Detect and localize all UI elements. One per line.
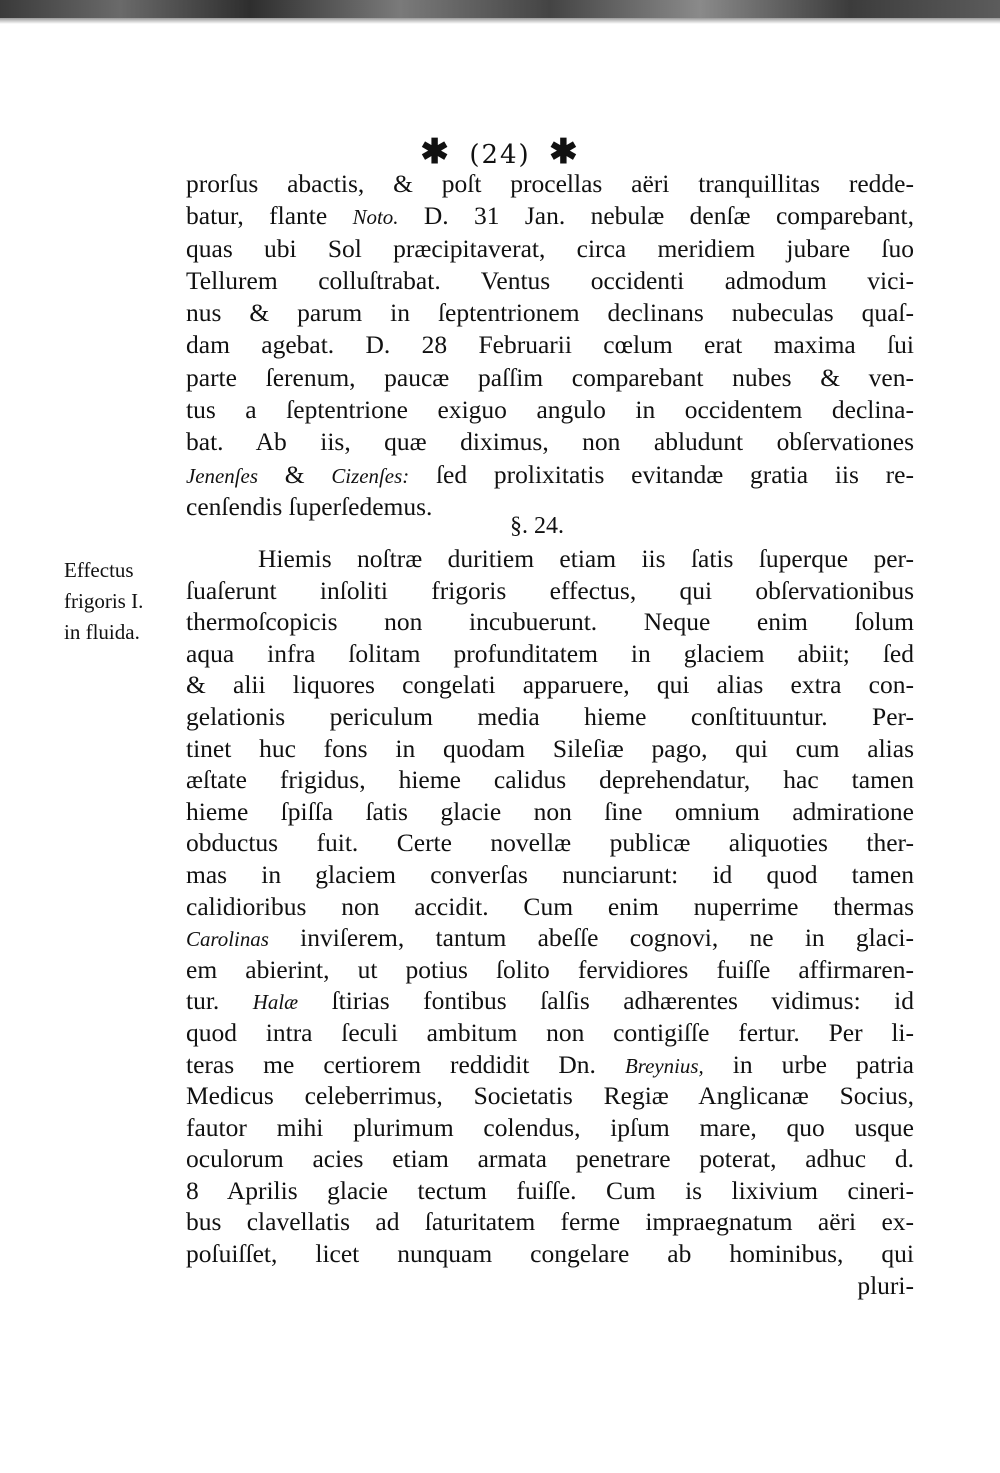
- text-line: [186, 1017, 914, 1049]
- text-segment: quas ubi Sol præcipitaverat, circa meridiem jubare ſuo: [186, 233, 914, 263]
- text-line: [186, 1175, 914, 1207]
- text-segment: nus & parum in ſeptentrionem declinans nubeculas quaſ-: [186, 298, 914, 328]
- italic-name: Jenenſes: [186, 463, 258, 488]
- text-segment: parte ſerenum, paucæ paſſim comparebant nubes & ven-: [186, 362, 914, 392]
- text-segment: bat. Ab iis, quæ diximus, non abludunt obſervationes: [186, 427, 914, 457]
- catchword: pluri-: [857, 1270, 914, 1300]
- text-line: [186, 1238, 914, 1270]
- margin-note-line: Effectus: [64, 558, 134, 582]
- text-line: [186, 764, 914, 796]
- text-line: [186, 394, 914, 426]
- italic-name: Breynius,: [624, 1053, 704, 1078]
- text-segment: in urbe patria: [703, 1049, 914, 1079]
- text-segment: cenſendis ſuperſedemus.: [186, 491, 433, 521]
- italic-name: Cizenſes:: [331, 463, 410, 488]
- page-number: (24): [469, 140, 531, 170]
- margin-note: [64, 555, 184, 648]
- text-segment: Medicus celeberrimus, Societatis Regiæ Anglicanæ Socius,: [186, 1081, 914, 1111]
- text-segment: gelationis periculum media hieme conſtituuntur. Per-: [186, 701, 914, 731]
- text-segment: obductus fuit. Certe novellæ publicæ aliquoties ther-: [186, 828, 914, 858]
- text-line: [186, 1143, 914, 1175]
- text-line: [186, 459, 914, 491]
- scan-top-edge: [0, 0, 1000, 18]
- text-line: [186, 426, 914, 458]
- text-segment: batur, flante: [186, 201, 353, 231]
- text-line: [186, 827, 914, 859]
- text-line: [186, 638, 914, 670]
- text-line: [186, 233, 914, 265]
- text-line: [186, 1206, 914, 1238]
- text-segment: Tellurem colluſtrabat. Ventus occidenti admodum vici-: [186, 265, 914, 295]
- text-segment: bus clavellatis ad ſaturitatem ferme impraegnatum aëri ex-: [186, 1207, 914, 1237]
- text-line: [186, 954, 914, 986]
- paragraph-continued: [186, 168, 914, 523]
- text-segment: tur.: [186, 986, 253, 1016]
- text-segment: prorſus abactis, & poſt procellas aëri tranquillitas redde-: [186, 169, 914, 198]
- text-segment: &: [257, 459, 332, 489]
- text-segment: mas in glaciem converſas nunciarunt: id quod tamen: [186, 859, 914, 889]
- margin-note-line: in fluida.: [64, 620, 140, 644]
- text-segment: tinet huc fons in quodam Sileſiæ pago, qui cum alias: [186, 733, 914, 763]
- margin-note-line: frigoris I.: [64, 589, 144, 613]
- text-segment: aqua infra ſolitam profunditatem in glaciem abiit; ſed: [186, 638, 914, 668]
- text-segment: Hiemis noſtræ duritiem etiam iis ſatis ſuperque per-: [258, 544, 914, 573]
- text-line: [186, 985, 914, 1017]
- text-segment: thermoſcopicis non incubuerunt. Neque enim ſolum: [186, 607, 914, 637]
- paragraph-section-24: [186, 543, 914, 1301]
- text-line: [186, 891, 914, 923]
- text-segment: ſed prolixitatis evitandæ gratia iis re-: [409, 459, 914, 489]
- text-segment: tus a ſeptentrione exiguo angulo in occidentem declina-: [186, 395, 914, 425]
- text-line: [186, 1049, 914, 1081]
- page-header: [0, 132, 1000, 172]
- text-segment: quod intra ſeculi ambitum non contigiſſe fertur. Per li-: [186, 1017, 914, 1047]
- text-line: [186, 669, 914, 701]
- text-segment: poſuiſſet, licet nunquam congelare ab hominibus, qui: [186, 1239, 914, 1269]
- text-segment: fautor mihi plurimum colendus, ipſum mare, quo usque: [186, 1112, 914, 1142]
- text-line: [186, 543, 914, 575]
- text-segment: 8 Aprilis glacie tectum fuiſſe. Cum is lixivium cineri-: [186, 1175, 914, 1205]
- ornament-right-icon: ✱: [549, 132, 580, 172]
- text-line: [186, 1080, 914, 1112]
- text-line: [186, 701, 914, 733]
- text-segment: inviſerem, tantum abeſſe cognovi, ne in glaci-: [268, 923, 914, 953]
- text-line: [186, 606, 914, 638]
- text-segment: ſtirias fontibus ſalſis adhærentes vidimus: id: [298, 986, 914, 1016]
- text-segment: æſtate frigidus, hieme calidus deprehendatur, hac tamen: [186, 765, 914, 795]
- text-line: [186, 265, 914, 297]
- text-segment: calidioribus non accidit. Cum enim nuperrime thermas: [186, 891, 914, 921]
- section-number: §. 24.: [510, 513, 564, 539]
- text-line: [186, 168, 914, 200]
- text-line: [186, 1112, 914, 1144]
- ornament-left-icon: ✱: [420, 132, 451, 172]
- text-segment: em abierint, ut potius ſolito fervidiores fuiſſe affirmaren-: [186, 954, 914, 984]
- text-segment: dam agebat. D. 28 Februarii cœlum erat maxima ſui: [186, 330, 914, 360]
- text-segment: & alii liquores congelati apparuere, qui alias extra con-: [186, 670, 914, 700]
- text-segment: teras me certiorem reddidit Dn.: [186, 1049, 625, 1079]
- text-line: [186, 200, 914, 232]
- italic-name: Halæ: [252, 990, 299, 1015]
- text-line: [186, 329, 914, 361]
- text-line: [186, 575, 914, 607]
- text-line: [186, 297, 914, 329]
- text-segment: hieme ſpiſſa ſatis glacie non ſine omnium admiratione: [186, 796, 914, 826]
- text-line: [186, 362, 914, 394]
- text-line: [186, 796, 914, 828]
- text-segment: D. 31 Jan. nebulæ denſæ comparebant,: [398, 201, 915, 231]
- text-line: [186, 859, 914, 891]
- text-line: [186, 733, 914, 765]
- italic-name: Carolinas: [186, 927, 269, 952]
- text-line: [186, 922, 914, 954]
- italic-name: Noto.: [352, 205, 399, 230]
- text-segment: ſuaſerunt inſoliti frigoris effectus, qui obſervationibus: [186, 575, 914, 605]
- text-segment: oculorum acies etiam armata penetrare poterat, adhuc d.: [186, 1144, 914, 1174]
